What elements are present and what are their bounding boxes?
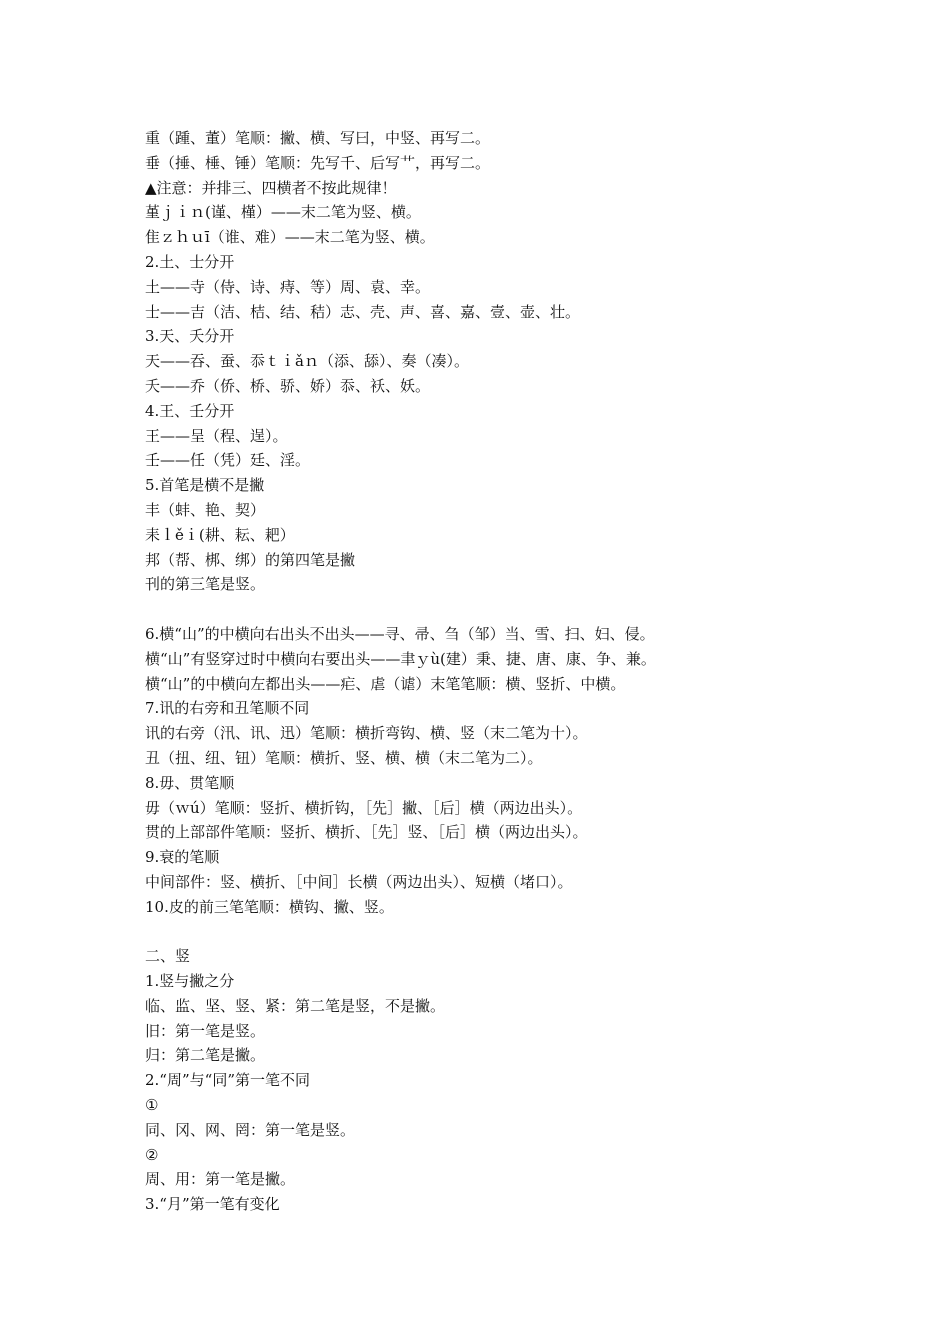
text-line: 贯的上部部件笔顺：竖折、横折、［先］竖、［后］横（两边出头）。 xyxy=(145,823,588,842)
text-line: 邦（帮、梆、绑）的第四笔是撇 xyxy=(145,550,356,569)
list-marker: ① xyxy=(145,1096,159,1115)
section-heading: 7.讯的右旁和丑笔顺不同 xyxy=(145,699,310,718)
section-heading: 4.王、壬分开 xyxy=(145,401,235,420)
text-line: 夭——乔（侨、桥、骄、娇）忝、袄、妖。 xyxy=(145,376,431,395)
text-line: 丑（扭、纽、钮）笔顺：横折、竖、横、横（末二笔为二）。 xyxy=(145,748,543,767)
section-heading: 2.土、士分开 xyxy=(145,252,235,271)
text-line: 重（踵、董）笔顺：撇、横、写曰，中竖、再写二。 xyxy=(145,129,491,147)
section-heading: 9.衰的笔顺 xyxy=(145,848,220,867)
text-line: 6.横“山”的中横向右出头不出头——寻、帚、刍（邹）当、雪、扫、妇、侵。 xyxy=(145,624,655,643)
text-line: 刊的第三笔是竖。 xyxy=(145,575,266,594)
text-line: 讯的右旁（汛、讯、迅）笔顺：横折弯钩、横、竖（末二笔为十）。 xyxy=(145,724,588,743)
text-line: 同、冈、网、罔：第一笔是竖。 xyxy=(145,1120,356,1139)
text-line: 周、用：第一笔是撇。 xyxy=(145,1170,296,1189)
text-line: 垂（捶、棰、锤）笔顺：先写千、后写艹，再写二。 xyxy=(145,153,491,172)
section-heading: 1.竖与撇之分 xyxy=(145,972,235,991)
text-line: 旧：第一笔是竖。 xyxy=(145,1021,266,1040)
section-heading: 3.“月”第一笔有变化 xyxy=(145,1195,280,1214)
blank-line xyxy=(145,920,925,945)
list-marker: ② xyxy=(145,1145,159,1164)
section-heading: 8.毋、贯笔顺 xyxy=(145,773,235,792)
text-line: 临、监、坚、竖、紧：第二笔是竖，不是撇。 xyxy=(145,996,446,1015)
text-line: 横“山”的中横向左都出头——疟、虐（谑）末笔笔顺：横、竖折、中横。 xyxy=(145,674,626,693)
text-line: 隹ｚｈｕī（谁、难）——末二笔为竖、横。 xyxy=(145,228,435,247)
text-line: 王——呈（程、逞）。 xyxy=(145,426,288,445)
text-line: 归：第二笔是撇。 xyxy=(145,1046,266,1065)
text-line: ▲注意：并排三、四横者不按此规律！ xyxy=(145,178,397,197)
text-line: 中间部件：竖、横折、［中间］长横（两边出头）、短横（堵口）。 xyxy=(145,872,573,891)
text-line: 丰（蚌、艳、契） xyxy=(145,500,266,519)
section-heading: 2.“周”与“同”第一笔不同 xyxy=(145,1071,310,1090)
text-line: 土——寺（侍、诗、痔、等）周、袁、幸。 xyxy=(145,277,431,296)
text-line: 天——吞、蚕、忝ｔｉǎｎ（添、舔）、奏（凑）。 xyxy=(145,352,469,371)
text-line: 壬——任（凭）廷、淫。 xyxy=(145,451,311,470)
text-line: 士——吉（洁、桔、结、秸）志、壳、声、喜、嘉、壹、壶、壮。 xyxy=(145,302,581,321)
text-line: 横“山”有竖穿过时中横向右要出头——聿ｙù(建）秉、捷、唐、康、争、兼。 xyxy=(145,649,656,668)
blank-line xyxy=(145,597,925,622)
chapter-heading: 二、竖 xyxy=(145,947,191,966)
section-heading: 10.皮的前三笔笔顺：横钩、撇、竖。 xyxy=(145,897,394,916)
text-line: 耒ｌěｉ(耕、耘、耙） xyxy=(145,525,295,544)
text-line: 毋（ｗú）笔顺：竖折、横折钩，［先］撇、［后］横（两边出头）。 xyxy=(145,798,583,817)
section-heading: 3.天、夭分开 xyxy=(145,327,235,346)
section-heading: 5.首笔是横不是撇 xyxy=(145,476,265,495)
text-line: 堇ｊｉｎ(谨、槿）——末二笔为竖、横。 xyxy=(145,203,421,222)
document-page xyxy=(145,126,925,1217)
